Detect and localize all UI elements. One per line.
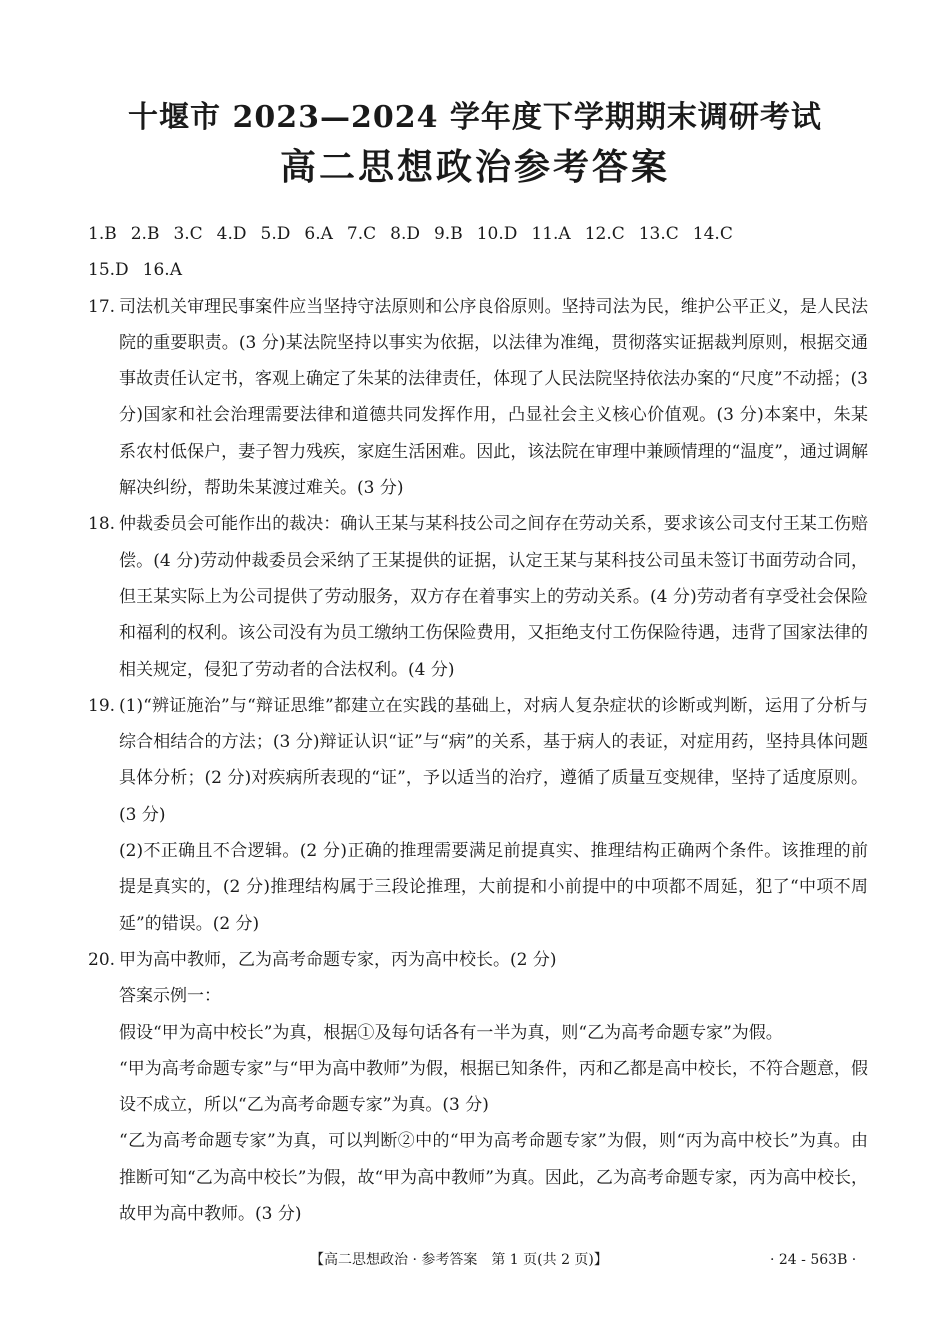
mc-answer: 2.B bbox=[130, 224, 160, 244]
question-number: 19. bbox=[88, 695, 116, 716]
answer-example-paragraph-2: “甲为高考命题专家”与“甲为高中教师”为假，根据已知条件，丙和乙都是高中校长，不符合题意，假设不成立，所以“乙为高考命题专家”为真。(3 分) bbox=[119, 1058, 868, 1116]
question-number: 18. bbox=[88, 514, 116, 535]
answer-content bbox=[88, 216, 868, 1232]
mc-answer: 10.D bbox=[476, 224, 518, 244]
mc-answer: 9.B bbox=[433, 224, 463, 244]
mc-answer: 1.B bbox=[88, 224, 117, 244]
mc-answer: 12.C bbox=[584, 224, 625, 244]
mc-answer: 3.C bbox=[173, 224, 203, 244]
document-title: 高二思想政治参考答案 bbox=[279, 146, 670, 188]
question-19-answer bbox=[88, 688, 868, 833]
mc-answer: 7.C bbox=[346, 224, 377, 244]
question-number: 20. bbox=[88, 949, 116, 970]
answer-text: 甲为高中教师，乙为高考命题专家，丙为高中校长。(2 分) bbox=[119, 949, 557, 970]
mc-answer: 4.D bbox=[216, 224, 247, 244]
mc-answer: 13.C bbox=[638, 224, 679, 244]
answer-example-paragraph-3: “乙为高考命题专家”为真，可以判断②中的“甲为高考命题专家”为假，则“丙为高中校长”为真。由推断可知“乙为高中校长”为假，故“甲为高中教师”为真。因此，乙为高考命题专家，丙为高中校长，故甲为高中教师。(3 分) bbox=[119, 1131, 868, 1225]
mc-answer: 14.C bbox=[692, 224, 733, 244]
mc-answer: 11.A bbox=[531, 224, 571, 244]
mc-answer: 5.D bbox=[260, 224, 291, 244]
question-20-answer bbox=[88, 942, 868, 978]
mc-answer: 16.A bbox=[142, 260, 182, 281]
answer-example-paragraph-1: 假设“甲为高中校长”为真，根据①及每句话各有一半为真，则“乙为高考命题专家”为假。 bbox=[119, 1022, 783, 1043]
mc-answer: 8.D bbox=[390, 224, 420, 244]
question-17-answer bbox=[88, 289, 868, 507]
question-18-answer bbox=[88, 506, 868, 687]
answer-part-1: (1)“辨证施治”与“辩证思维”都建立在实践的基础上，对病人复杂症状的诊断或判断，运用了分析与综合相结合的方法；(3 分)辩证认识“证”与“病”的关系，基于病人的表证，对症用药，坚持具体问题具体分析；(2 分)对疾病所表现的“证”，予以适当的治疗，遵循了质量互变规律，坚持了适度原则。(3 分) bbox=[119, 695, 868, 825]
question-19-part-2: (2)不正确且不合逻辑。(2 分)正确的推理需要满足前提真实、推理结构正确两个条件。该推理的前提是真实的，(2 分)推理结构属于三段论推理，大前提和小前提中的中项都不周延，犯了“中项不周延”的错误。(2 分) bbox=[119, 841, 868, 934]
footer-page-info: 【高二思想政治 · 参考答案 第 1 页(共 2 页)】 bbox=[310, 1252, 608, 1268]
multiple-choice-answers-line-2 bbox=[88, 252, 868, 288]
answer-text: 司法机关审理民事案件应当坚持守法原则和公序良俗原则。坚持司法为民，维护公平正义，是人民法院的重要职责。(3 分)某法院坚持以事实为依据，以法律为准绳，贯彻落实证据裁判原则，根据交通事故责任认定书，客观上确定了朱某的法律责任，体现了人民法院坚持依法办案的“尺度”不动摇；(3 分)国家和社会治理需要法律和道德共同发挥作用，凸显社会主义核心价值观。(3 分)本案中，朱某系农村低保户，妻子智力残疾，家庭生活困难。因此，该法院在审理中兼顾情理的“温度”，通过调解解决纠纷，帮助朱某渡过难关。(3 分) bbox=[119, 296, 868, 499]
footer-code: · 24 - 563B · bbox=[770, 1252, 857, 1268]
answer-example-label: 答案示例一： bbox=[119, 986, 221, 1007]
mc-answer: 15.D bbox=[88, 260, 129, 281]
exam-title: 十堰市 2023—2024 学年度下学期期末调研考试 bbox=[128, 100, 822, 135]
answer-text: 仲裁委员会可能作出的裁决：确认王某与某科技公司之间存在劳动关系，要求该公司支付王某工伤赔偿。(4 分)劳动仲裁委员会采纳了王某提供的证据，认定王某与某科技公司虽未签订书面劳动合同，但王某实际上为公司提供了劳动服务，双方存在着事实上的劳动关系。(4 分)劳动者有享受社会保险和福利的权利。该公司没有为员工缴纳工伤保险费用，又拒绝支付工伤保险待遇，违背了国家法律的相关规定，侵犯了劳动者的合法权利。(4 分) bbox=[119, 514, 868, 680]
multiple-choice-answers-line-1 bbox=[88, 216, 868, 252]
question-number: 17. bbox=[88, 296, 116, 317]
mc-answer: 6.A bbox=[304, 224, 333, 244]
